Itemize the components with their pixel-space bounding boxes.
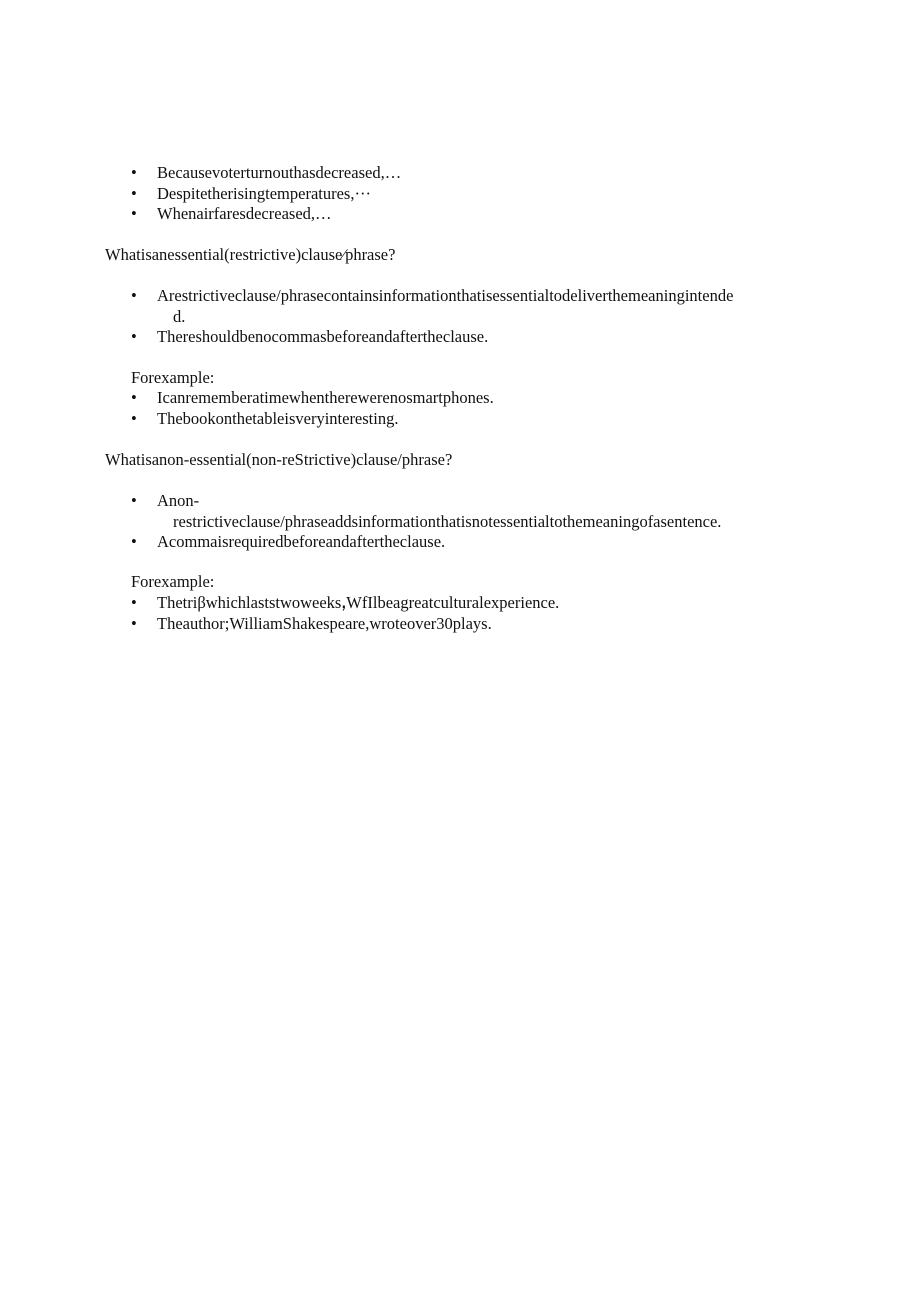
list-item [0,491,807,532]
bullet-icon: • [131,532,137,551]
bullet-icon: • [131,327,137,346]
list-item-text: ThetriβwhichlaststwoweeksꓹWfIlbeagreatculturalexperience. [157,593,560,612]
list-item-text: Thebookonthetableisveryinteresting. [157,408,399,428]
section-heading-essential: Whatisanessential(restrictive)clause∕phrase? [105,245,396,264]
essential-examples-list [0,388,920,429]
list-item [0,163,807,184]
nonessential-points-list [0,491,920,553]
intro-list [0,163,920,225]
list-item [0,286,807,327]
list-item [0,184,807,205]
bullet-icon: • [131,388,137,407]
bullet-icon: • [131,204,137,223]
bullet-icon: • [131,613,137,633]
list-item [0,204,807,225]
list-item-text: Anon- [157,491,200,510]
list-item [0,409,807,430]
list-item [0,388,807,409]
list-item-text: Arestrictiveclause/phrasecontainsinformationthatisessentialtodeliverthemeaningintende [157,286,734,305]
list-item-text: Thereshouldbenocommasbeforeandaftertheclause. [157,327,489,346]
section-heading-nonessential: Whatisanon-essential(non-reStrictive)clause/phrase? [105,450,453,469]
bullet-icon: • [131,408,137,428]
list-item [0,614,807,635]
bullet-icon: • [131,593,137,612]
list-item-text: Acommaisrequiredbeforeandaftertheclause. [157,532,446,551]
bullet-icon: • [131,491,137,510]
list-item-text: Whenairfaresdecreased,… [157,204,332,223]
list-item [0,593,807,614]
example-label-essential: Forexample: [131,368,215,387]
list-item [0,327,807,348]
bullet-icon: • [131,286,137,305]
bullet-icon: • [131,183,137,203]
essential-points-list [0,286,920,348]
example-label-nonessential: Forexample: [131,572,215,591]
list-item-text-continuation: restrictiveclause/phraseaddsinformationthatisnotessentialtothemeaningofasentence. [173,511,722,531]
list-item-text: Theauthor;WilliamShakespeare,wroteover30plays. [157,613,492,633]
nonessential-examples-list [0,593,920,634]
bullet-icon: • [131,163,137,182]
list-item [0,532,807,553]
list-item-text: Becausevoterturnouthasdecreased,… [157,163,402,182]
list-item-text: Icanrememberatimewhentherewerenosmartphones. [157,388,494,407]
list-item-text-continuation: d. [173,306,186,326]
list-item-text: Despitetherisingtemperatures,··· [157,183,371,203]
